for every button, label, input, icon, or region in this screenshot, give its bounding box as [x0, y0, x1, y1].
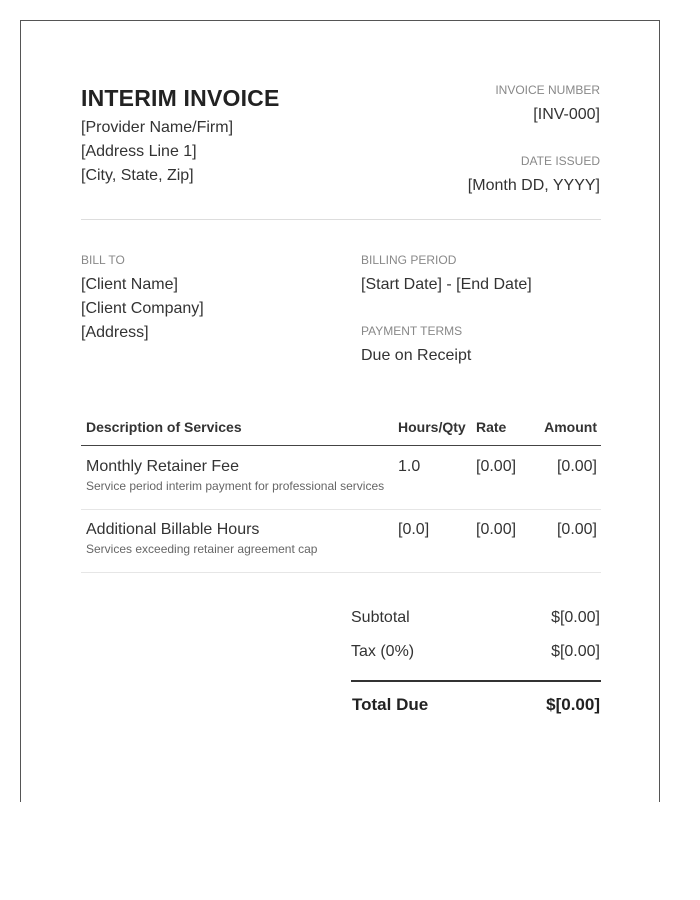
row-subtext: Services exceeding retainer agreement cap [86, 542, 318, 556]
subtotal-label: Subtotal [351, 609, 410, 626]
table-row [81, 509, 601, 573]
client-name: [Client Name] [81, 276, 178, 293]
provider-city-state-zip: [City, State, Zip] [81, 167, 194, 184]
subtotal-value: $[0.00] [551, 609, 600, 626]
row-qty: 1.0 [398, 458, 421, 475]
tax-value: $[0.00] [551, 643, 600, 660]
billing-period-value: [Start Date] - [End Date] [361, 276, 532, 293]
row-description: Additional Billable Hours [86, 521, 260, 538]
provider-address-line1: [Address Line 1] [81, 143, 197, 160]
header-hours-qty: Hours/Qty [398, 419, 466, 435]
row-amount: [0.00] [556, 521, 597, 538]
row-rate: [0.00] [476, 458, 517, 475]
total-due-label: Total Due [352, 695, 429, 714]
client-address: [Address] [81, 324, 149, 341]
date-issued-value: [Month DD, YYYY] [467, 177, 600, 194]
invoice-title: INTERIM INVOICE [81, 85, 280, 111]
header-amount: Amount [544, 419, 597, 435]
invoice-number-label: INVOICE NUMBER [495, 83, 600, 97]
row-qty: [0.0] [398, 521, 430, 538]
invoice-sheet [20, 20, 660, 802]
row-rate: [0.00] [476, 521, 517, 538]
tax-label: Tax (0%) [351, 643, 415, 660]
row-amount: [0.00] [556, 458, 597, 475]
header-rate: Rate [476, 419, 507, 435]
billing-period-label: BILLING PERIOD [361, 253, 457, 267]
invoice-number-value: [INV-000] [533, 106, 600, 123]
client-company: [Client Company] [81, 300, 204, 317]
total-rule [351, 680, 601, 682]
payment-terms-label: PAYMENT TERMS [361, 324, 463, 338]
row-subtext: Service period interim payment for professional services [86, 479, 385, 493]
payment-terms-value: Due on Receipt [361, 347, 472, 364]
bill-to-label: BILL TO [81, 253, 125, 267]
table-row [81, 446, 601, 510]
header-divider [81, 219, 601, 220]
provider-name: [Provider Name/Firm] [81, 119, 234, 136]
total-due-value: $[0.00] [546, 695, 600, 714]
date-issued-label: DATE ISSUED [520, 154, 600, 168]
header-description: Description of Services [86, 419, 242, 435]
row-description: Monthly Retainer Fee [86, 458, 239, 475]
